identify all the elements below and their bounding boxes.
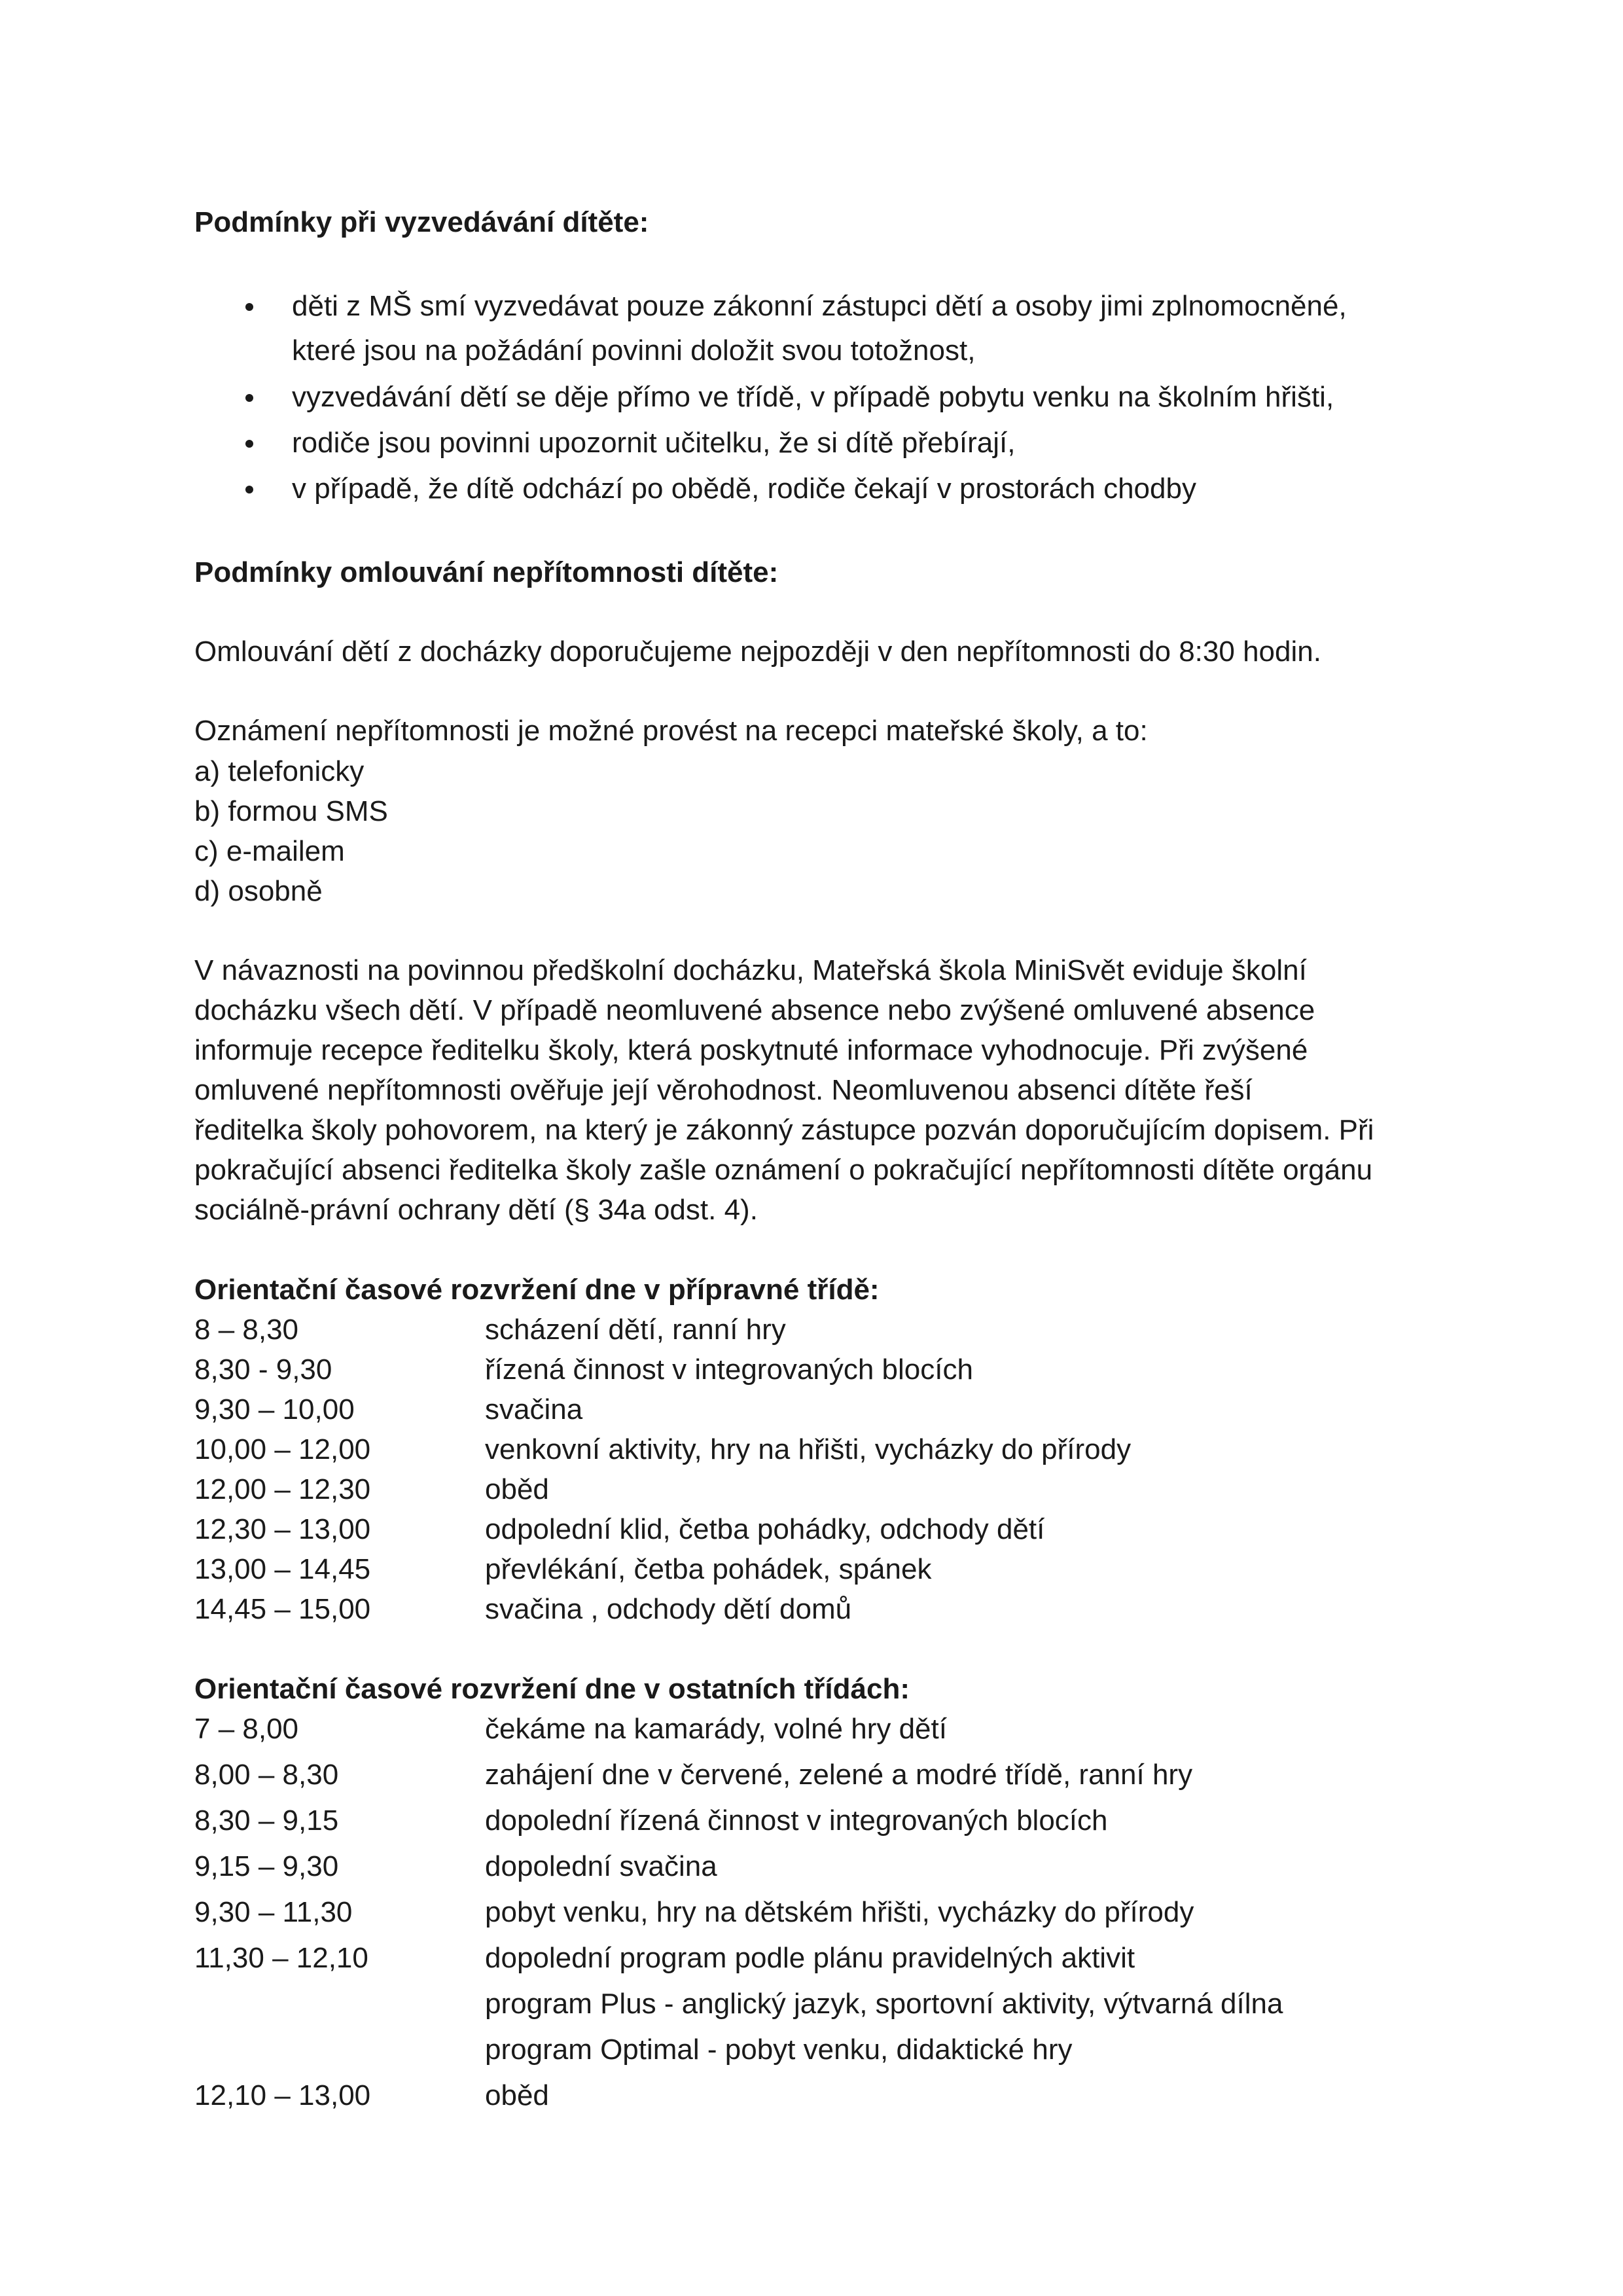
schedule-other-activity: program Plus - anglický jazyk, sportovní aktivity, výtvarná dílna [485,1988,1283,2020]
schedule-other-activity: čekáme na kamarády, volné hry dětí [485,1713,947,1745]
schedule-prep-activity: převlékání, četba pohádek, spánek [485,1553,932,1585]
absence-paragraph-line: informuje recepce ředitelku školy, která poskytnuté informace vyhodnocuje. Při zvýšené [194,1034,1308,1066]
absence-paragraph-line: omluvené nepřítomnosti ověřuje její věrohodnost. Neomluvenou absenci dítěte řeší [194,1074,1253,1106]
schedule-other-time: 8,30 – 9,15 [194,1804,339,1837]
absence-option: d) osobně [194,875,323,907]
schedule-other-time: 8,00 – 8,30 [194,1759,339,1791]
schedule-other-heading: Orientační časové rozvržení dne v ostatních třídách: [194,1673,910,1705]
absence-heading: Podmínky omlouvání nepřítomnosti dítěte: [194,556,779,588]
pickup-item-1-line-2: které jsou na požádání povinni doložit svou totožnost, [292,334,976,367]
schedule-other-activity: oběd [485,2079,549,2111]
absence-paragraph-line: sociálně-právní ochrany dětí (§ 34a odst. 4). [194,1194,758,1226]
bullet-icon [245,303,253,311]
bullet-icon [245,486,253,493]
schedule-prep-activity: svačina , odchody dětí domů [485,1593,852,1625]
pickup-item-3: rodiče jsou povinni upozornit učitelku, že si dítě přebírají, [292,427,1016,459]
pickup-heading: Podmínky při vyzvedávání dítěte: [194,206,649,238]
schedule-prep-heading: Orientační časové rozvržení dne v přípravné třídě: [194,1274,880,1306]
schedule-other-time: 9,15 – 9,30 [194,1850,339,1882]
schedule-prep-time: 8 – 8,30 [194,1314,299,1346]
schedule-prep-activity: odpolední klid, četba pohádky, odchody dětí [485,1513,1045,1545]
schedule-prep-time: 12,00 – 12,30 [194,1473,371,1505]
schedule-prep-time: 13,00 – 14,45 [194,1553,371,1585]
absence-option: b) formou SMS [194,795,388,827]
schedule-other-time: 12,10 – 13,00 [194,2079,371,2111]
absence-notice: Oznámení nepřítomnosti je možné provést na recepci mateřské školy, a to: [194,715,1148,747]
absence-paragraph-line: ředitelka školy pohovorem, na který je zákonný zástupce pozván doporučujícím dopisem. Při [194,1114,1374,1146]
schedule-prep-time: 12,30 – 13,00 [194,1513,371,1545]
schedule-other-activity: pobyt venku, hry na dětském hřišti, vycházky do přírody [485,1896,1194,1928]
absence-option: a) telefonicky [194,755,365,787]
absence-paragraph-line: V návaznosti na povinnou předškolní docházku, Mateřská škola MiniSvět eviduje školní [194,954,1307,986]
schedule-prep-time: 14,45 – 15,00 [194,1593,371,1625]
schedule-other-activity: dopolední řízená činnost v integrovaných blocích [485,1804,1108,1837]
absence-paragraph-line: pokračující absenci ředitelka školy zašle oznámení o pokračující nepřítomnosti dítěte orgánu [194,1154,1373,1186]
pickup-item-4: v případě, že dítě odchází po obědě, rodiče čekají v prostorách chodby [292,473,1196,505]
pickup-item-1-line-1: děti z MŠ smí vyzvedávat pouze zákonní zástupci dětí a osoby jimi zplnomocněné, [292,290,1347,322]
schedule-prep-activity: svačina [485,1393,583,1426]
schedule-prep-time: 9,30 – 10,00 [194,1393,355,1426]
schedule-other-activity: program Optimal - pobyt venku, didaktické hry [485,2034,1073,2066]
absence-option: c) e-mailem [194,835,345,867]
schedule-other-time: 11,30 – 12,10 [194,1942,368,1974]
schedule-prep-activity: scházení dětí, ranní hry [485,1314,786,1346]
schedule-other-time: 7 – 8,00 [194,1713,299,1745]
schedule-prep-time: 8,30 - 9,30 [194,1354,332,1386]
absence-paragraph-line: docházku všech dětí. V případě neomluvené absence nebo zvýšené omluvené absence [194,994,1315,1026]
schedule-prep-time: 10,00 – 12,00 [194,1433,371,1465]
bullet-icon [245,440,253,448]
schedule-other-time: 9,30 – 11,30 [194,1896,353,1928]
pickup-item-2: vyzvedávání dětí se děje přímo ve třídě, v případě pobytu venku na školním hřišti, [292,381,1334,413]
bullet-icon [245,394,253,402]
schedule-prep-activity: oběd [485,1473,549,1505]
schedule-other-activity: dopolední program podle plánu pravidelných aktivit [485,1942,1135,1974]
schedule-prep-activity: řízená činnost v integrovaných blocích [485,1354,973,1386]
schedule-other-activity: dopolední svačina [485,1850,717,1882]
schedule-other-activity: zahájení dne v červené, zelené a modré třídě, ranní hry [485,1759,1193,1791]
absence-intro: Omlouvání dětí z docházky doporučujeme nejpozději v den nepřítomnosti do 8:30 hodin. [194,636,1321,668]
schedule-prep-activity: venkovní aktivity, hry na hřišti, vycházky do přírody [485,1433,1132,1465]
